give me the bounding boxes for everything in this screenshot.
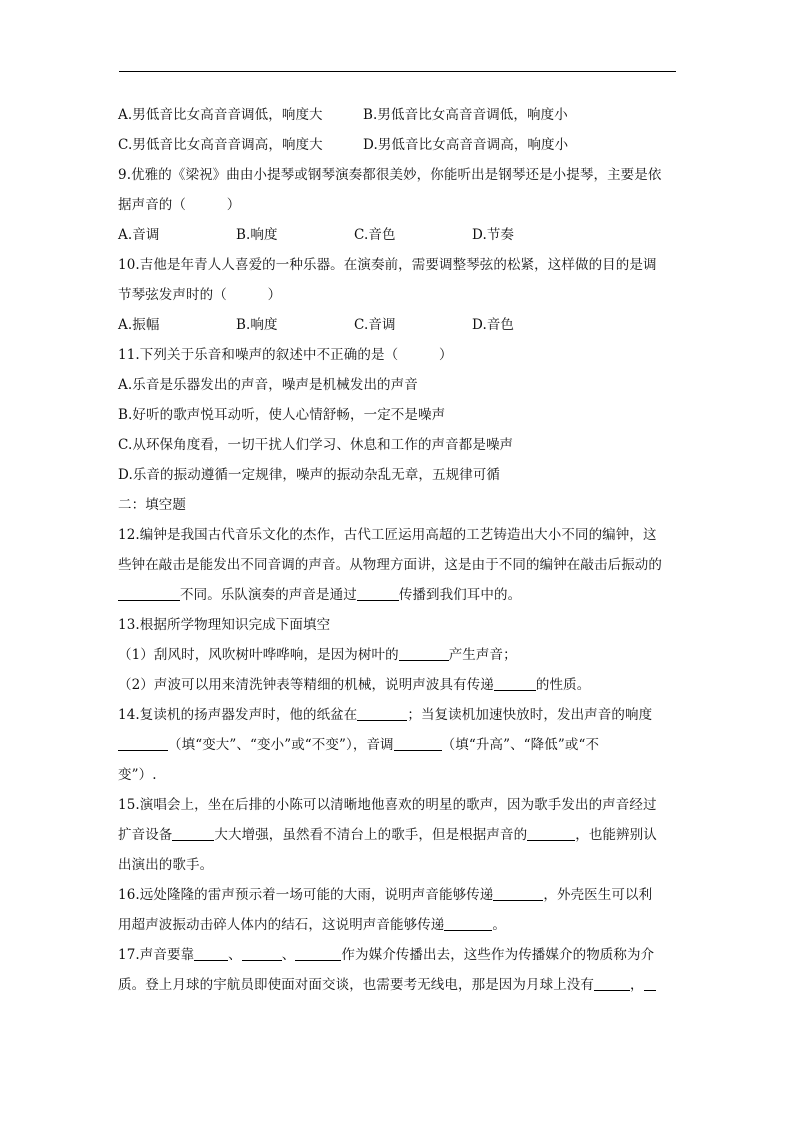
q12-line2: 些钟在敲击是能发出不同音调的声音。从物理方面讲，这是由于不同的编钟在敲击后振动的	[118, 557, 662, 573]
q16-line1	[118, 880, 680, 910]
q15-line2	[118, 820, 680, 850]
q14-text-d: （填“升高”、“降低”或“不	[441, 737, 600, 753]
q13-blank-1[interactable]	[399, 646, 449, 661]
q8-options-row1	[118, 100, 680, 130]
q11-option-d: D.乐音的振动遵循一定规律，噪声的振动杂乱无章，五规律可循	[118, 467, 501, 483]
q10-option-a: A.振幅	[118, 317, 160, 333]
q11-option-a: A.乐音是乐器发出的声音，噪声是机械发出的声音	[118, 377, 418, 393]
q10-option-b: B.响度	[236, 317, 278, 333]
q16-blank-2[interactable]	[444, 916, 492, 931]
q16-blank-1[interactable]	[493, 886, 543, 901]
q17-text-b: 、	[228, 947, 242, 963]
q11-option-b: B.好听的歌声悦耳动听，使人心情舒畅，一定不是噪声	[118, 407, 446, 423]
q14-line3: 变”）.	[118, 767, 157, 783]
q17-text-c: 、	[281, 947, 296, 963]
q17-text-a: 17.声音要靠	[118, 947, 195, 963]
q10-option-c: C.音调	[354, 317, 396, 333]
q11-option-c: C.从环保角度看，一切干扰人们学习、休息和工作的声音都是噪声	[118, 437, 514, 453]
q15-blank-2[interactable]	[527, 826, 575, 841]
q16-text-d: 。	[492, 917, 507, 933]
q13-sub2-text-b: 的性质。	[535, 677, 591, 693]
q13-sub2	[118, 670, 680, 700]
q14-blank-3[interactable]	[394, 736, 442, 751]
q15-blank-1[interactable]	[172, 826, 214, 841]
q10-options	[118, 310, 680, 340]
q17-text-d: 作为媒介传播出去，这些作为传播媒介的物质称为介	[341, 947, 655, 963]
q15-text-b: 大大增强，虽然看不清台上的歌手，但是根据声音的	[214, 827, 528, 843]
q12-line1: 12.编钟是我国古代音乐文化的杰作，古代工匠运用高超的工艺铸造出大小不同的编钟，这	[118, 527, 657, 543]
q13-sub1-text-a: （1）刮风时，风吹树叶哗哗响，是因为树叶的	[118, 647, 399, 663]
q14-line2	[118, 730, 680, 760]
q17-blank-1[interactable]	[194, 946, 228, 961]
q14-text-c: （填“变大”、“变小”或“不变”），音调	[168, 737, 394, 753]
q16-text-b: ，外壳医生可以利	[543, 887, 653, 903]
q15-line1: 15.演唱会上，坐在后排的小陈可以清晰地他喜欢的明星的歌声，因为歌手发出的声音经过	[118, 797, 657, 813]
q13-sub1	[118, 640, 680, 670]
q14-text-b: ；当复读机加速快放时，发出声音的响度	[407, 707, 653, 723]
q12-line3	[118, 580, 680, 610]
document-body	[118, 100, 680, 1000]
q9-option-a: A.音调	[118, 227, 160, 243]
q12-text-b: 传播到我们耳中的。	[398, 587, 522, 603]
q17-blank-2[interactable]	[242, 946, 282, 961]
q16-text-c: 用超声波振动击碎人体内的结石，这说明声音能够传递	[118, 917, 445, 933]
q15-text-a: 扩音设备	[118, 827, 173, 843]
q11-stem: 11.下列关于乐音和噪声的叙述中不正确的是（ ）	[118, 347, 453, 363]
q14-blank-2[interactable]	[118, 736, 168, 751]
q12-blank-2[interactable]	[357, 586, 399, 601]
q17-line1	[118, 940, 680, 970]
q13-sub1-text-b: 产生声音；	[448, 647, 517, 663]
header-rule	[119, 71, 676, 72]
q9-option-b: B.响度	[236, 227, 278, 243]
q9-stem-line2: 据声音的（ ）	[118, 197, 241, 213]
q16-text-a: 16.远处隆隆的雷声预示着一场可能的大雨，说明声音能够传递	[118, 887, 494, 903]
q17-blank-3[interactable]	[295, 946, 341, 961]
q8-option-c: C.男低音比女高音音调高，响度大	[118, 137, 323, 153]
q13-stem: 13.根据所学物理知识完成下面填空	[118, 617, 331, 633]
q8-options-row2	[118, 130, 680, 160]
q9-option-d: D.节奏	[472, 227, 515, 243]
q8-option-d: D.男低音比女高音音调高，响度小	[363, 137, 569, 153]
q9-stem-line1: 9.优雅的《梁祝》曲由小提琴或钢琴演奏都很美妙，你能听出是钢琴还是小提琴，主要是依	[118, 167, 662, 183]
q12-text-a: 不同。乐队演奏的声音是通过	[180, 587, 357, 603]
q14-text-a: 14.复读机的扬声器发声时，他的纸盆在	[118, 707, 358, 723]
q9-options	[118, 220, 680, 250]
q10-option-d: D.音色	[472, 317, 515, 333]
q13-sub2-text-a: （2）声波可以用来清洗钟表等精细的机械，说明声波具有传递	[118, 677, 494, 693]
q10-stem-line1: 10.吉他是年青人人喜爱的一种乐器。在演奏前，需要调整琴弦的松紧，这样做的目的是调	[118, 257, 657, 273]
section-fill-in-heading: 二：填空题	[118, 497, 186, 513]
q14-line1	[118, 700, 680, 730]
q17-blank-5[interactable]	[644, 976, 656, 991]
q13-blank-2[interactable]	[494, 676, 536, 691]
q10-stem-line2: 节琴弦发声时的（ ）	[118, 287, 282, 303]
q17-text-f: ，	[630, 977, 644, 993]
q16-line2	[118, 910, 680, 940]
q8-option-b: B.男低音比女高音音调低，响度小	[363, 107, 568, 123]
q9-option-c: C.音色	[354, 227, 396, 243]
q17-text-e: 质。登上月球的宇航员即使面对面交谈，也需要考无线电，那是因为月球上没有	[118, 977, 594, 993]
q15-line3: 出演出的歌手。	[118, 857, 214, 873]
q8-option-a: A.男低音比女高音音调低，响度大	[118, 107, 323, 123]
q14-blank-1[interactable]	[357, 706, 407, 721]
q17-line2	[118, 970, 680, 1000]
q17-blank-4[interactable]	[594, 976, 630, 991]
q15-text-c: ，也能辨别认	[575, 827, 657, 843]
q12-blank-1[interactable]	[118, 586, 180, 601]
